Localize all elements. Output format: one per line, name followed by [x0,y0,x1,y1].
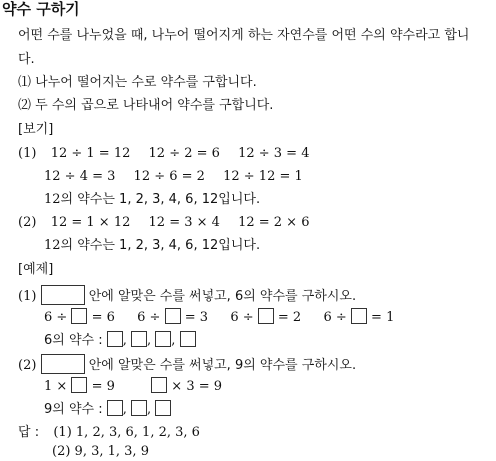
example-header: [보기] [18,122,54,137]
practice-1-label: (1) [18,289,37,304]
equation-right: = 6 [91,310,115,325]
equation-left: 6 ÷ [230,310,254,325]
intro-line-2: 다. [18,52,35,67]
equation-left: 1 × [44,379,68,394]
answer-box[interactable] [71,377,87,393]
answer-1: (1) 1, 2, 3, 6, 1, 2, 3, 6 [53,425,200,440]
equation: 12 ÷ 4 = 3 [44,169,116,184]
practice-1-instruction: 안에 알맞은 수를 써넣고, 6의 약수를 구하시오. [88,289,357,304]
equation-right: × 3 = 9 [171,379,223,394]
example-1-result [44,191,260,209]
answer-box[interactable] [41,354,85,374]
answer-box[interactable] [107,400,123,416]
equation: 12 ÷ 6 = 2 [133,169,205,184]
practice-1-instruction-row [18,285,356,306]
equation-left: 6 ÷ [323,310,347,325]
answer-box[interactable] [131,331,147,347]
practice-2-divisors: 9의 약수 : , , [44,400,171,419]
example-2-result [44,237,260,255]
method-2-text: 두 수의 곱으로 나타내어 약수를 구합니다. [35,98,274,113]
answer-2: (2) 9, 3, 1, 3, 9 [52,444,149,459]
result-text: 의 약수는 1, 2, 3, 4, 6, 12입니다. [60,238,261,253]
example-1-label: (1) [18,146,37,161]
practice-2-instruction-row [18,354,356,375]
equation: 12 = 1 × 12 [50,215,131,230]
method-1-text: 나누어 떨어지는 수로 약수를 구합니다. [35,75,257,90]
answer-box[interactable] [351,308,367,324]
example-1-row-2 [44,168,303,186]
equation-right: = 1 [371,310,395,325]
method-1 [18,74,257,92]
example-2-row-1 [18,214,309,232]
answer-box[interactable] [180,331,196,347]
answer-box[interactable] [258,308,274,324]
answer-box[interactable] [155,400,171,416]
practice-2-instruction: 안에 알맞은 수를 써넣고, 9의 약수를 구하시오. [88,358,357,373]
answer-box[interactable] [107,331,123,347]
answer-line-1 [18,424,200,442]
answer-label: 답 : [18,425,40,440]
answer-box[interactable] [151,377,167,393]
result-number: 12 [44,238,61,253]
answer-line-2 [52,443,149,461]
method-2 [18,97,273,115]
example-2-label: (2) [18,215,37,230]
equation: 12 ÷ 1 = 12 [50,146,131,161]
equation-right: = 3 [184,310,209,325]
page-title: 약수 구하기 [2,0,80,18]
answer-box[interactable] [155,331,171,347]
practice-1-equations [44,308,394,327]
answer-box[interactable] [41,285,85,305]
practice-1-divisors: 6의 약수 : , , , [44,331,196,350]
example-1-row-1 [18,145,309,163]
equation-right: = 9 [91,379,115,394]
equation-left: 6 ÷ [44,310,68,325]
method-1-marker: ⑴ [18,75,32,90]
answer-box[interactable] [131,400,147,416]
practice-2-equations [44,377,222,396]
practice-header: [예제] [18,262,54,277]
intro-line-1: 어떤 수를 나누었을 때, 나누어 떨어지게 하는 자연수를 어떤 수의 약수라고 합니 [18,28,470,43]
equation: 12 ÷ 2 = 6 [148,146,220,161]
equation: 12 ÷ 12 = 1 [223,169,303,184]
answer-box[interactable] [165,308,181,324]
result-number: 12 [44,192,61,207]
equation-left: 6 ÷ [137,310,161,325]
result-text: 의 약수는 1, 2, 3, 4, 6, 12입니다. [60,192,261,207]
method-2-marker: ⑵ [18,98,32,113]
practice-2-label: (2) [18,358,37,373]
answer-box[interactable] [71,308,87,324]
divisors-label: 9의 약수 : [44,402,103,417]
divisors-label: 6의 약수 : [44,333,103,348]
equation: 12 = 2 × 6 [238,215,310,230]
equation-right: = 2 [277,310,302,325]
equation: 12 = 3 × 4 [148,215,220,230]
equation: 12 ÷ 3 = 4 [238,146,310,161]
